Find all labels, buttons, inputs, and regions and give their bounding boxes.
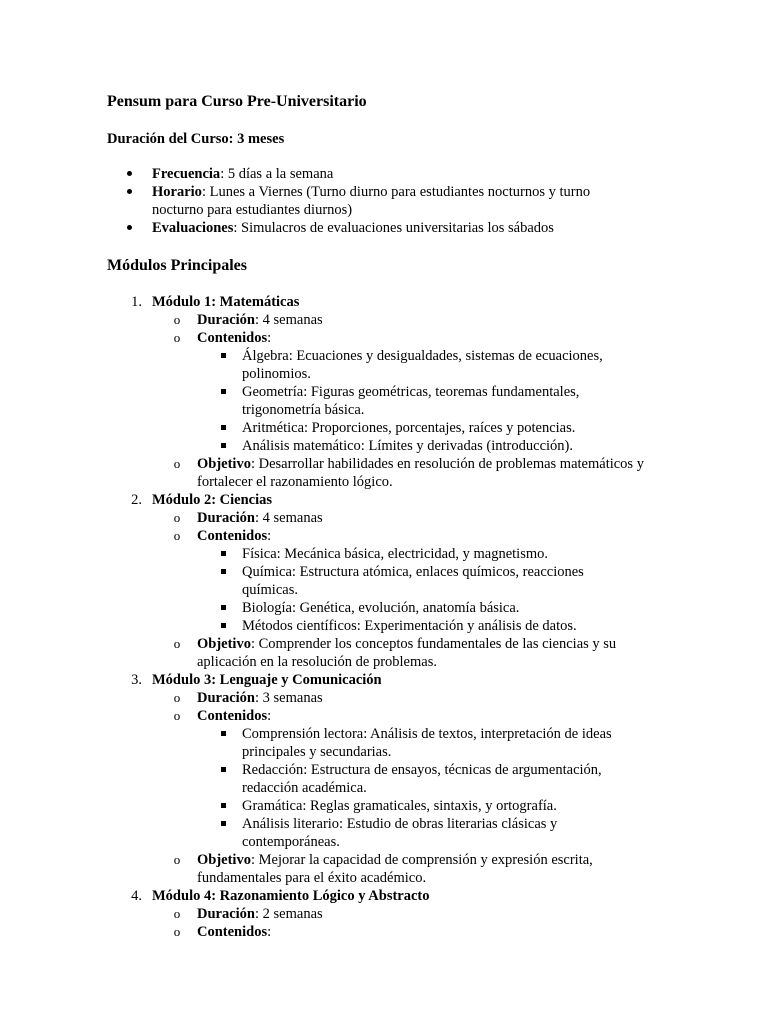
circle-bullet-icon: o	[173, 456, 181, 471]
module-item	[0, 887, 768, 905]
content-text: Álgebra: Ecuaciones y desigualdades, sistemas de ecuaciones, polinomios.	[242, 348, 603, 382]
content-item	[0, 797, 768, 815]
item-label: Evaluaciones	[152, 220, 234, 236]
content-item	[0, 815, 768, 851]
module-contents	[0, 707, 768, 725]
duration-text: : 4 semanas	[255, 312, 323, 328]
content-item	[0, 761, 768, 797]
duration-text: : 4 semanas	[255, 510, 323, 526]
modules-heading: Módulos Principales	[107, 257, 248, 274]
contents-text: :	[267, 708, 272, 724]
objective-text: : Desarrollar habilidades en resolución de problemas matemáticos y fortalecer el razonamiento lógico.	[197, 456, 644, 490]
list-item-horario	[0, 183, 768, 219]
contents-label: Contenidos	[197, 708, 268, 724]
circle-bullet-icon: o	[173, 312, 181, 327]
module-title: Módulo 4: Razonamiento Lógico y Abstracto	[152, 888, 430, 904]
duration-text: : 2 semanas	[255, 906, 323, 922]
module-duration	[0, 905, 768, 923]
content-item	[0, 437, 768, 455]
module-title: Módulo 2: Ciencias	[152, 492, 273, 508]
square-bullet-icon	[216, 797, 230, 815]
module-item	[0, 671, 768, 689]
contents-label: Contenidos	[197, 924, 268, 940]
modules-list	[0, 293, 768, 941]
module-title: Módulo 3: Lenguaje y Comunicación	[152, 672, 382, 688]
content-text: Física: Mecánica básica, electricidad, y magnetismo.	[242, 546, 548, 562]
objective-text: : Mejorar la capacidad de comprensión y expresión escrita, fundamentales para el éxito académico.	[197, 852, 593, 886]
square-bullet-icon	[216, 545, 230, 563]
content-text: Química: Estructura atómica, enlaces químicos, reacciones químicas.	[242, 564, 584, 598]
content-text: Métodos científicos: Experimentación y análisis de datos.	[242, 618, 577, 634]
square-bullet-icon	[216, 437, 230, 455]
square-bullet-icon	[216, 761, 230, 779]
objective-label: Objetivo	[197, 636, 251, 652]
document-title: Pensum para Curso Pre-Universitario	[107, 93, 367, 110]
circle-bullet-icon: o	[173, 708, 181, 723]
module-number: 1.	[131, 294, 142, 310]
content-text: Aritmética: Proporciones, porcentajes, raíces y potencias.	[242, 420, 576, 436]
square-bullet-icon	[216, 347, 230, 365]
module-number: 2.	[131, 492, 142, 508]
square-bullet-icon	[216, 383, 230, 401]
module-item	[0, 293, 768, 311]
objective-label: Objetivo	[197, 852, 251, 868]
module-objective	[0, 851, 768, 887]
square-bullet-icon	[216, 599, 230, 617]
module-number: 4.	[131, 888, 142, 904]
bullet-icon	[120, 183, 138, 201]
objective-label: Objetivo	[197, 456, 251, 472]
list-item-frecuencia	[0, 165, 768, 183]
circle-bullet-icon: o	[173, 510, 181, 525]
content-item	[0, 545, 768, 563]
circle-bullet-icon: o	[173, 330, 181, 345]
square-bullet-icon	[216, 617, 230, 635]
module-title: Módulo 1: Matemáticas	[152, 294, 300, 310]
circle-bullet-icon: o	[173, 852, 181, 867]
module-item	[0, 491, 768, 509]
item-label: Horario	[152, 184, 202, 200]
content-text: Biología: Genética, evolución, anatomía básica.	[242, 600, 520, 616]
contents-text: :	[267, 330, 272, 346]
item-text: : 5 días a la semana	[220, 166, 334, 182]
module-objective	[0, 635, 768, 671]
module-duration	[0, 311, 768, 329]
module-number: 3.	[131, 672, 142, 688]
duration-label: Duración	[197, 690, 255, 706]
duration-label: Duración	[197, 906, 255, 922]
content-text: Análisis matemático: Límites y derivadas (introducción).	[242, 438, 573, 454]
content-item	[0, 563, 768, 599]
circle-bullet-icon: o	[173, 906, 181, 921]
square-bullet-icon	[216, 563, 230, 581]
duration-label: Duración	[197, 312, 255, 328]
content-item	[0, 419, 768, 437]
square-bullet-icon	[216, 815, 230, 833]
module-objective	[0, 455, 768, 491]
content-text: Comprensión lectora: Análisis de textos, interpretación de ideas principales y secundarias.	[242, 726, 612, 760]
module-contents	[0, 329, 768, 347]
circle-bullet-icon: o	[173, 924, 181, 939]
content-text: Redacción: Estructura de ensayos, técnicas de argumentación, redacción académica.	[242, 762, 602, 796]
module-duration	[0, 509, 768, 527]
square-bullet-icon	[216, 419, 230, 437]
contents-text: :	[267, 924, 272, 940]
item-label: Frecuencia	[152, 166, 221, 182]
circle-bullet-icon: o	[173, 528, 181, 543]
square-bullet-icon	[216, 725, 230, 743]
content-text: Geometría: Figuras geométricas, teoremas fundamentales, trigonometría básica.	[242, 384, 580, 418]
contents-text: :	[267, 528, 272, 544]
contents-label: Contenidos	[197, 528, 268, 544]
content-item	[0, 599, 768, 617]
content-item	[0, 617, 768, 635]
module-contents	[0, 527, 768, 545]
content-text: Análisis literario: Estudio de obras literarias clásicas y contemporáneas.	[242, 816, 558, 850]
item-text: : Lunes a Viernes (Turno diurno para estudiantes nocturnos y turno nocturno para estudiantes diurnos)	[152, 184, 591, 218]
objective-text: : Comprender los conceptos fundamentales de las ciencias y su aplicación en la resolución de problemas.	[197, 636, 617, 670]
content-item	[0, 383, 768, 419]
content-item	[0, 347, 768, 383]
duration-text: : 3 semanas	[255, 690, 323, 706]
duration-label: Duración	[197, 510, 255, 526]
circle-bullet-icon: o	[173, 690, 181, 705]
contents-label: Contenidos	[197, 330, 268, 346]
content-text: Gramática: Reglas gramaticales, sintaxis, y ortografía.	[242, 798, 557, 814]
module-duration	[0, 689, 768, 707]
item-text: : Simulacros de evaluaciones universitarias los sábados	[233, 220, 554, 236]
bullet-icon	[120, 165, 138, 183]
list-item-evaluaciones	[0, 219, 768, 237]
course-duration: Duración del Curso: 3 meses	[107, 131, 285, 147]
course-info-list	[0, 165, 768, 237]
bullet-icon	[120, 219, 138, 237]
circle-bullet-icon: o	[173, 636, 181, 651]
module-contents	[0, 923, 768, 941]
content-item	[0, 725, 768, 761]
